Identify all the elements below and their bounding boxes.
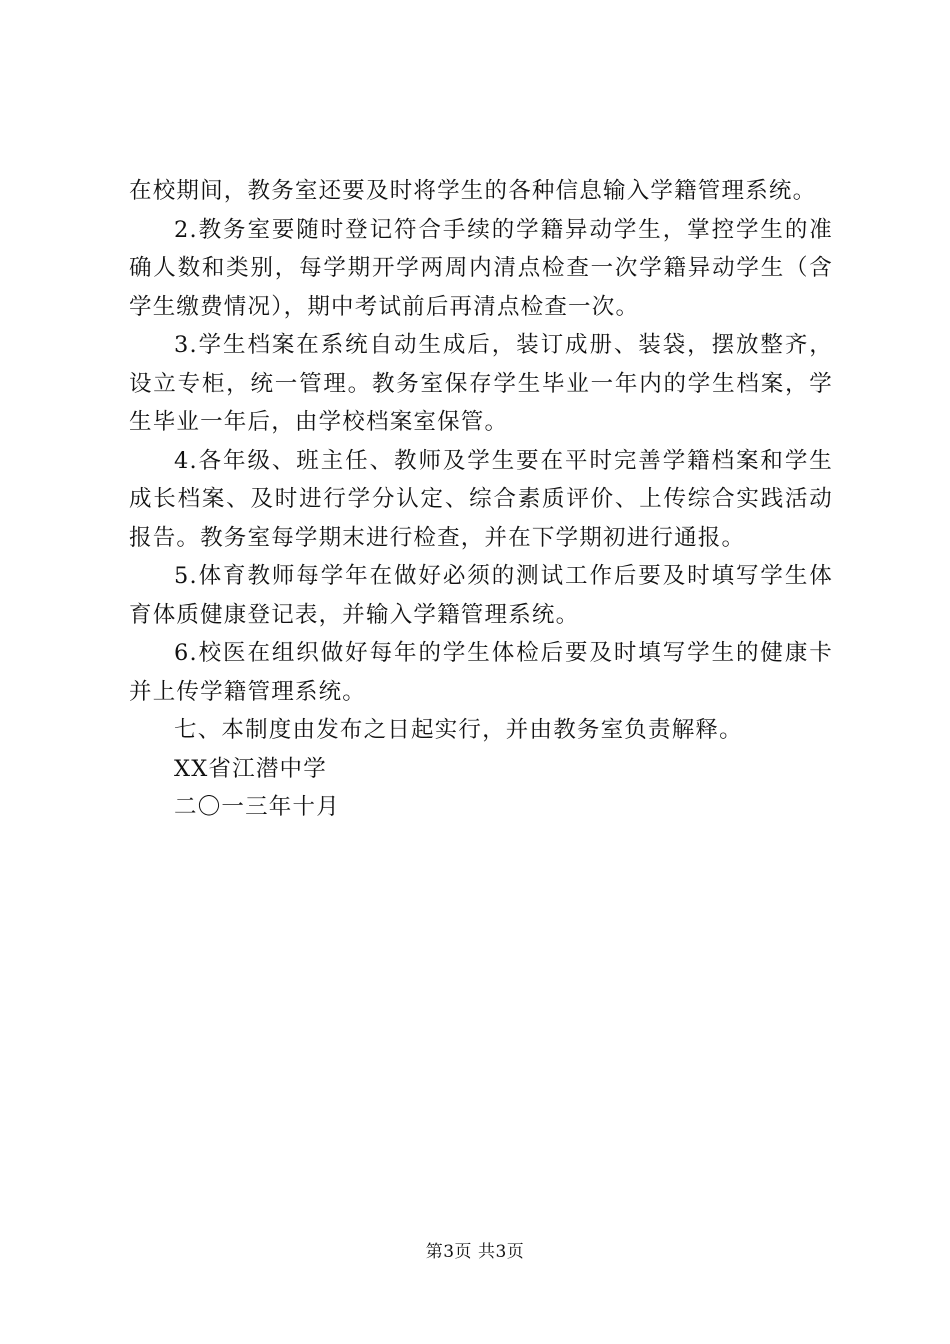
paragraph-item-3: 3.学生档案在系统自动生成后，装订成册、装袋，摆放整齐，设立专柜，统一管理。教务室保存学生毕业一年内的学生档案，学生毕业一年后，由学校档案室保管。: [129, 332, 833, 435]
paragraph-item-5: 5.体育教师每学年在做好必须的测试工作后要及时填写学生体育体质健康登记表，并输入学籍管理系统。: [129, 563, 833, 628]
signature-school-name: XX省江潜中学: [174, 755, 327, 782]
paragraph-item-4: 4.各年级、班主任、教师及学生要在平时完善学籍档案和学生成长档案、及时进行学分认定、综合素质评价、上传综合实践活动报告。教务室每学期末进行检查，并在下学期初进行通报。: [129, 447, 833, 551]
paragraph-section-7: 七、本制度由发布之日起实行，并由教务室负责解释。: [174, 717, 743, 743]
paragraph-item-6: 6.校医在组织做好每年的学生体检后要及时填写学生的健康卡并上传学籍管理系统。: [129, 640, 833, 705]
document-body: [129, 172, 833, 827]
paragraph-continuation: 在校期间，教务室还要及时将学生的各种信息输入学籍管理系统。: [129, 178, 817, 204]
signature-date: 二〇一三年十月: [174, 794, 340, 820]
paragraph-item-2: 2.教务室要随时登记符合手续的学籍异动学生，掌控学生的准确人数和类别，每学期开学两周内清点检查一次学籍异动学生（含学生缴费情况），期中考试前后再清点检查一次。: [129, 216, 833, 320]
page-number-footer: 第3页 共3页: [425, 1242, 525, 1262]
